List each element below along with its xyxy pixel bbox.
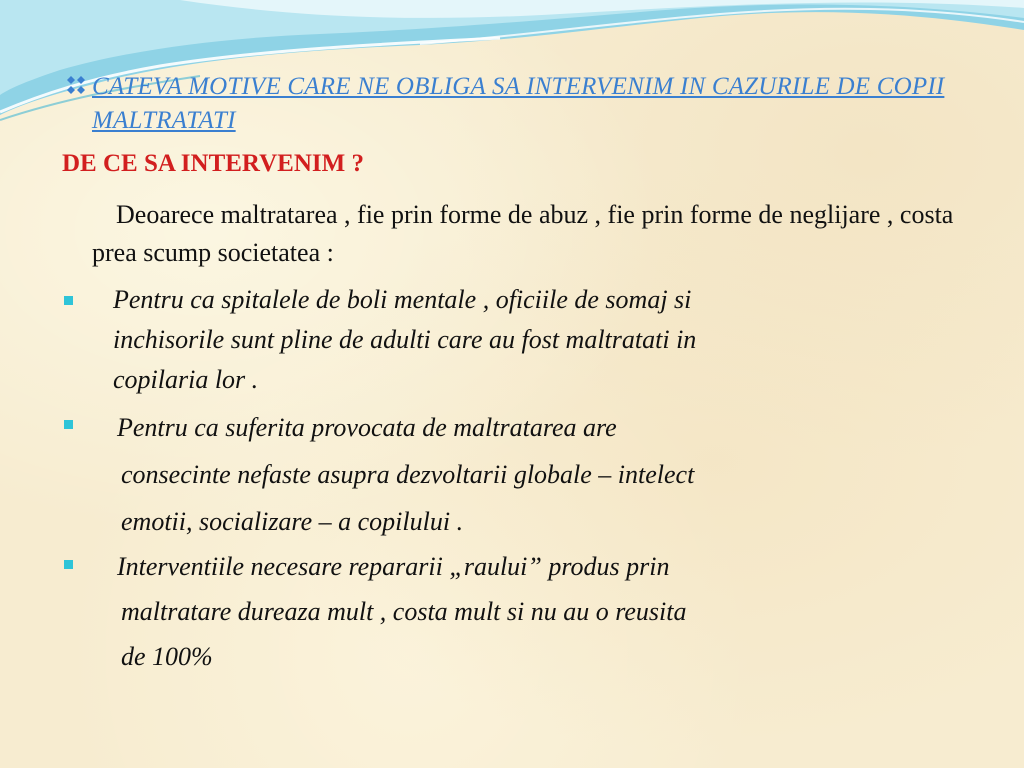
- square-bullet-icon: [64, 420, 73, 429]
- list-item: [117, 404, 694, 545]
- intro-paragraph: Deoarece maltratarea , fie prin forme de abuz , fie prin forme de neglijare , costa prea scump societatea :: [92, 200, 954, 267]
- list-item-line: maltratare dureaza mult , costa mult si nu au o reusita: [121, 597, 687, 626]
- list-item-line: inchisorile sunt pline de adulti care au fost maltratati in: [113, 325, 697, 354]
- diamond-bullet-icon: [62, 74, 90, 102]
- list-item: [113, 280, 696, 400]
- list-item-line: Interventiile necesare repararii „raului” produs prin: [117, 552, 670, 581]
- subheading: DE CE SA INTERVENIM ?: [62, 150, 364, 177]
- list-item-line: Pentru ca spitalele de boli mentale , oficiile de somaj si: [113, 285, 692, 314]
- list-item: [117, 544, 687, 679]
- list-item-line: emotii, socializare – a copilului .: [121, 507, 464, 536]
- list-item-line: Pentru ca suferita provocata de maltratarea are: [117, 413, 617, 442]
- list-item-line: de 100%: [121, 642, 213, 671]
- list-item-line: copilaria lor .: [113, 365, 259, 394]
- square-bullet-icon: [64, 296, 73, 305]
- heading-link[interactable]: CATEVA MOTIVE CARE NE OBLIGA SA INTERVENIM IN CAZURILE DE COPII MALTRATATI: [92, 73, 945, 134]
- list-item-line: consecinte nefaste asupra dezvoltarii globale – intelect: [121, 460, 695, 489]
- square-bullet-icon: [64, 560, 73, 569]
